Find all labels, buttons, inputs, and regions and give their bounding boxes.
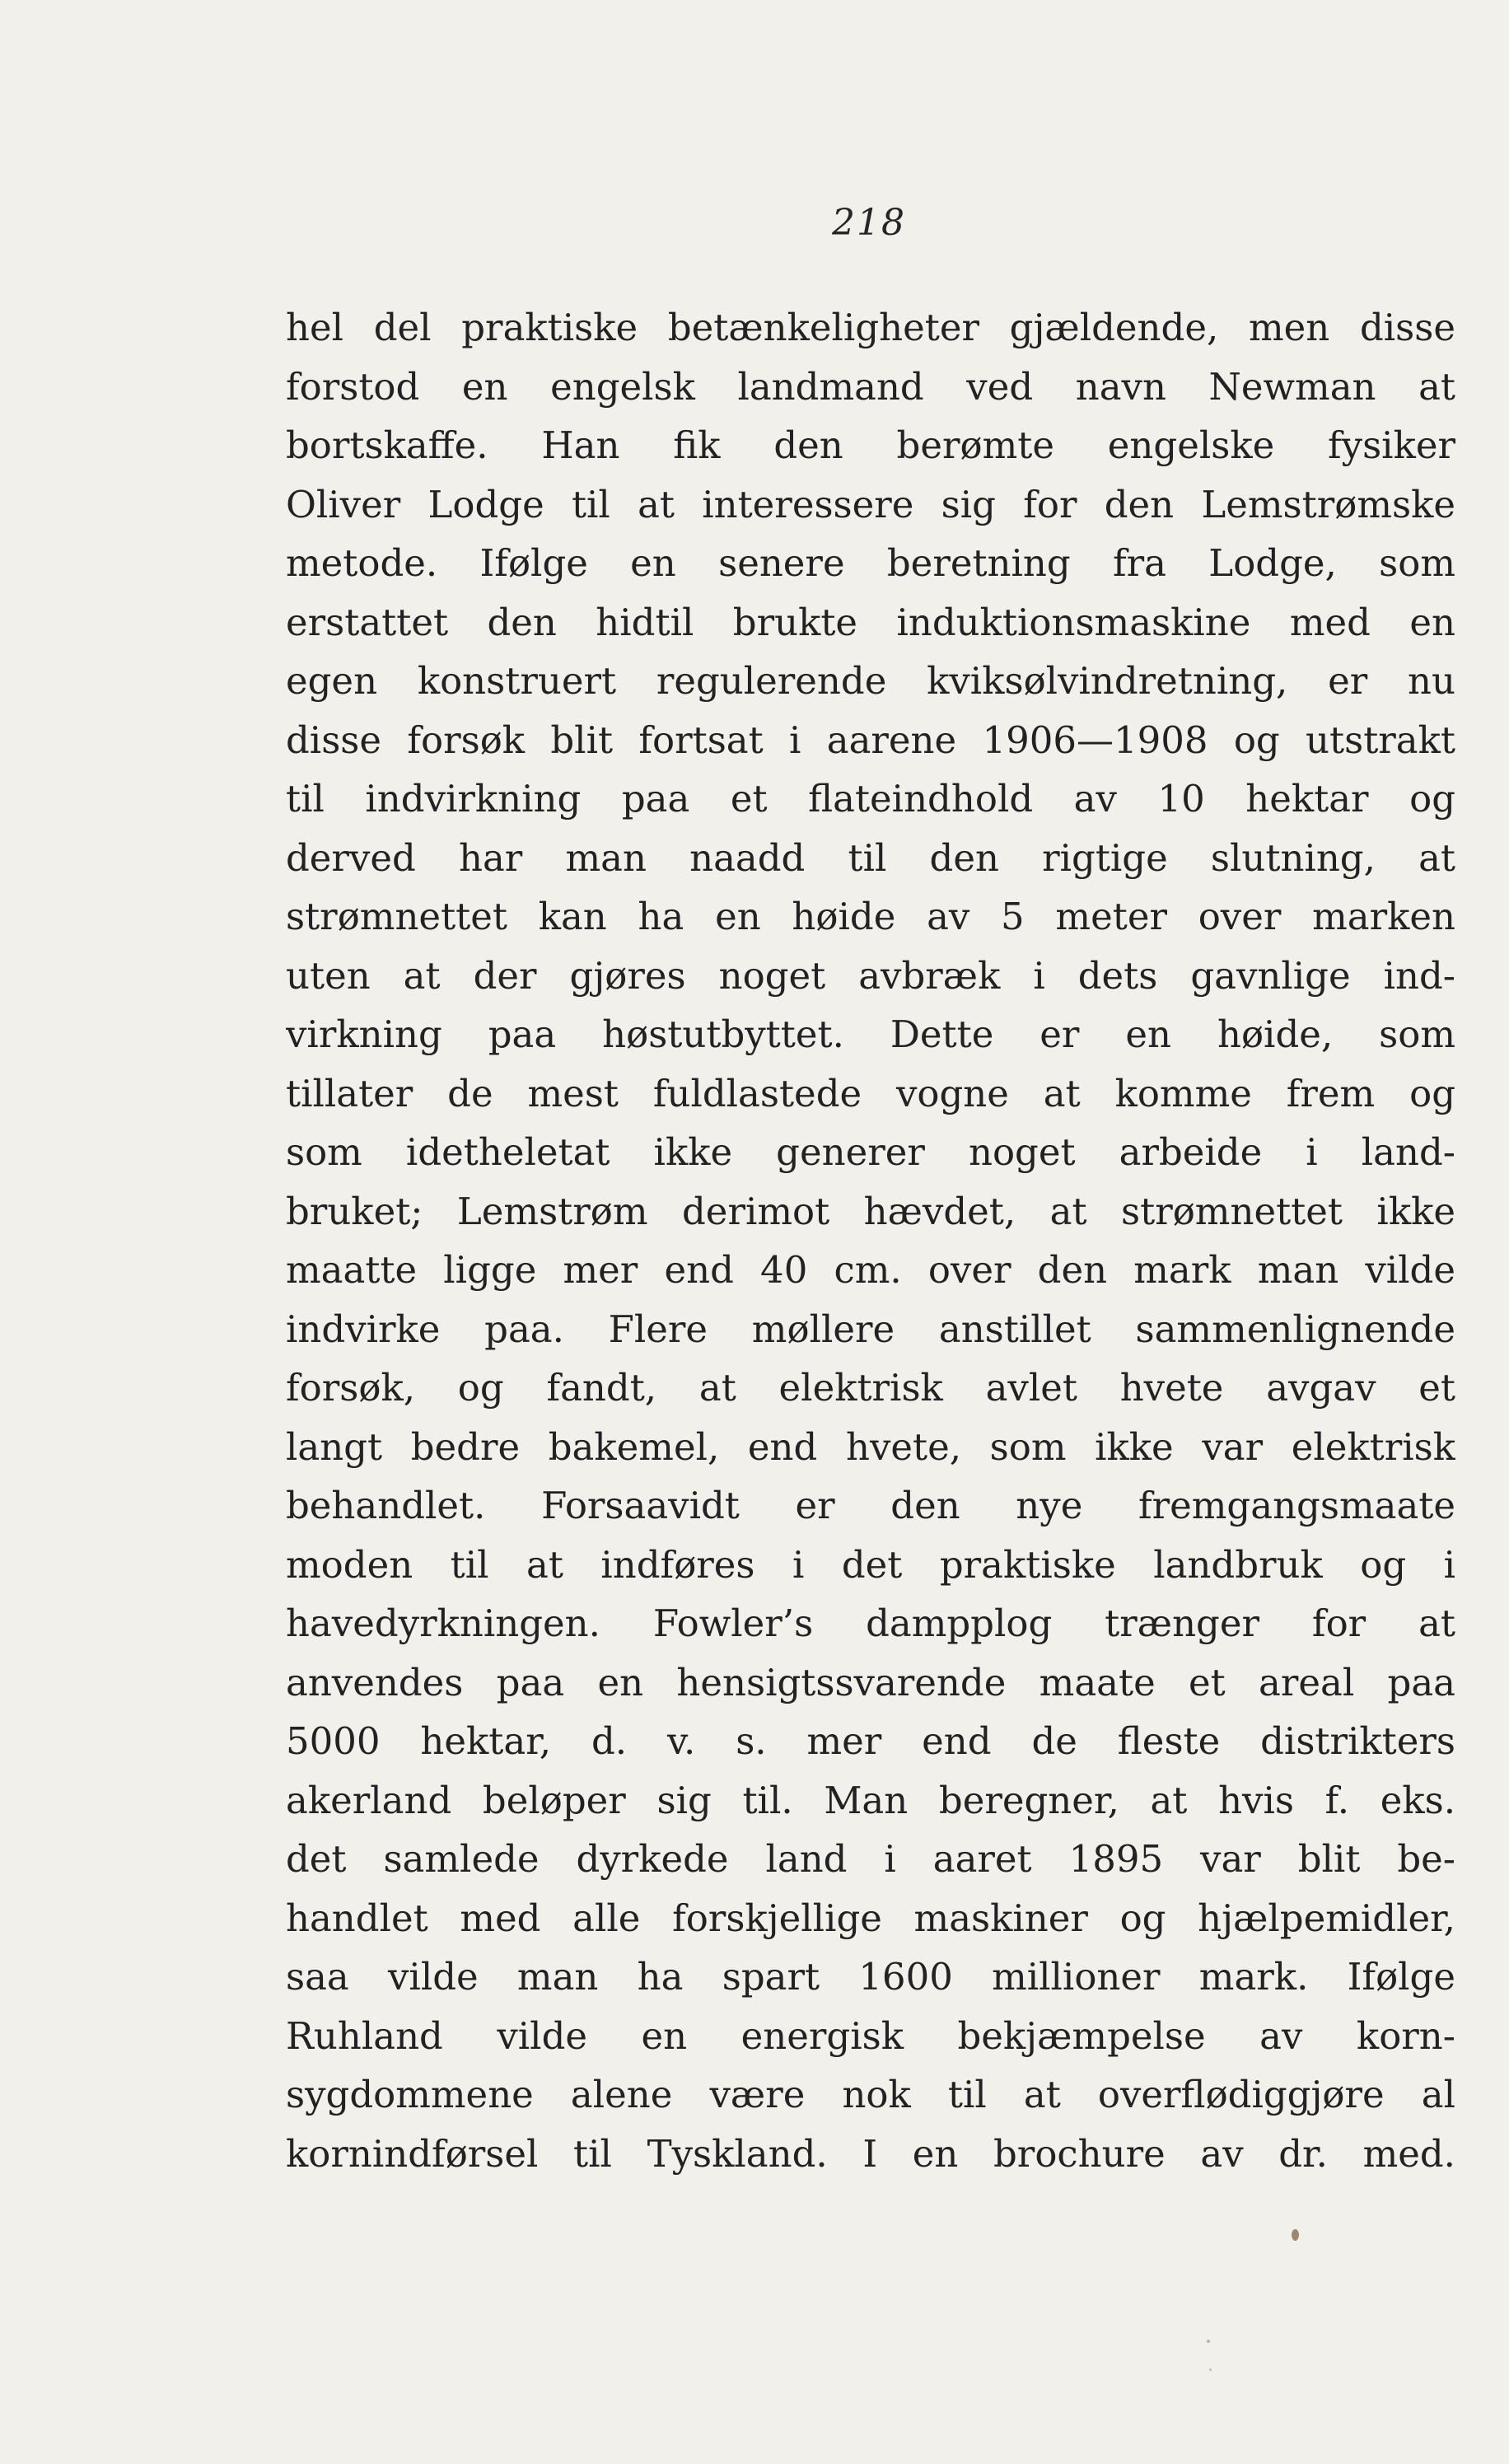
- text-line: havedyrkningen. Fowler’s dampplog trænger for at: [286, 1601, 1455, 1645]
- paper-speck: [1292, 2229, 1299, 2241]
- text-line: bortskaffe. Han fik den berømte engelske fysiker: [286, 423, 1455, 467]
- text-line: anvendes paa en hensigtssvarende maate et areal paa: [286, 1660, 1455, 1704]
- text-line: 5000 hektar, d. v. s. mer end de fleste distrikters: [286, 1719, 1455, 1763]
- text-line: indvirke paa. Flere møllere anstillet sammenlignende: [286, 1307, 1455, 1351]
- text-line: tillater de mest fuldlastede vogne at komme frem og: [286, 1071, 1455, 1115]
- text-line: strømnettet kan ha en høide av 5 meter over marken: [286, 895, 1455, 938]
- text-line: moden til at indføres i det praktiske landbruk og i: [286, 1542, 1455, 1587]
- text-line: som idetheletat ikke generer noget arbeide i land-: [286, 1130, 1455, 1174]
- text-line: akerland beløper sig til. Man beregner, at hvis f. eks.: [286, 1778, 1455, 1822]
- text-line: det samlede dyrkede land i aaret 1895 var blit be-: [286, 1837, 1455, 1881]
- text-line: bruket; Lemstrøm derimot hævdet, at strømnettet ikke: [286, 1189, 1455, 1233]
- text-line: virkning paa høstutbyttet. Dette er en høide, som: [286, 1012, 1455, 1056]
- text-line: handlet med alle forskjellige maskiner og hjælpemidler,: [286, 1896, 1455, 1940]
- text-line: disse forsøk blit fortsat i aarene 1906—1908 og utstrakt: [286, 718, 1455, 762]
- paper-speck: [1209, 2368, 1212, 2371]
- text-line: sygdommene alene være nok til at overflødiggjøre al: [286, 2073, 1455, 2116]
- paper-speck: [1207, 2340, 1210, 2343]
- page-number: 218: [832, 202, 906, 244]
- text-line: behandlet. Forsaavidt er den nye fremgangsmaate: [286, 1484, 1455, 1527]
- text-line: kornindførsel til Tyskland. I en brochure av dr. med.: [286, 2131, 1455, 2176]
- text-line: Ruhland vilde en energisk bekjæmpelse av korn-: [286, 2013, 1455, 2058]
- text-line: Oliver Lodge til at interessere sig for den Lemstrømske: [286, 482, 1455, 526]
- text-line: langt bedre bakemel, end hvete, som ikke var elektrisk: [286, 1424, 1455, 1469]
- text-line: hel del praktiske betænkeligheter gjældende, men disse: [286, 306, 1455, 349]
- text-line: egen konstruert regulerende kviksølvindretning, er nu: [286, 659, 1455, 703]
- text-line: erstattet den hidtil brukte induktionsmaskine med en: [286, 600, 1455, 644]
- text-line: saa vilde man ha spart 1600 millioner mark. Ifølge: [286, 1955, 1455, 1999]
- text-line: derved har man naadd til den rigtige slutning, at: [286, 835, 1455, 880]
- text-line: metode. Ifølge en senere beretning fra Lodge, som: [286, 541, 1455, 585]
- text-line: maatte ligge mer end 40 cm. over den mark man vilde: [286, 1248, 1455, 1292]
- text-line: forsøk, og fandt, at elektrisk avlet hvete avgav et: [286, 1366, 1455, 1410]
- text-line: til indvirkning paa et flateindhold av 10 hektar og: [286, 777, 1455, 821]
- body-text: [286, 298, 1455, 2183]
- text-line: forstod en engelsk landmand ved navn Newman at: [286, 364, 1455, 409]
- text-line: uten at der gjøres noget avbræk i dets gavnlige ind-: [286, 953, 1455, 998]
